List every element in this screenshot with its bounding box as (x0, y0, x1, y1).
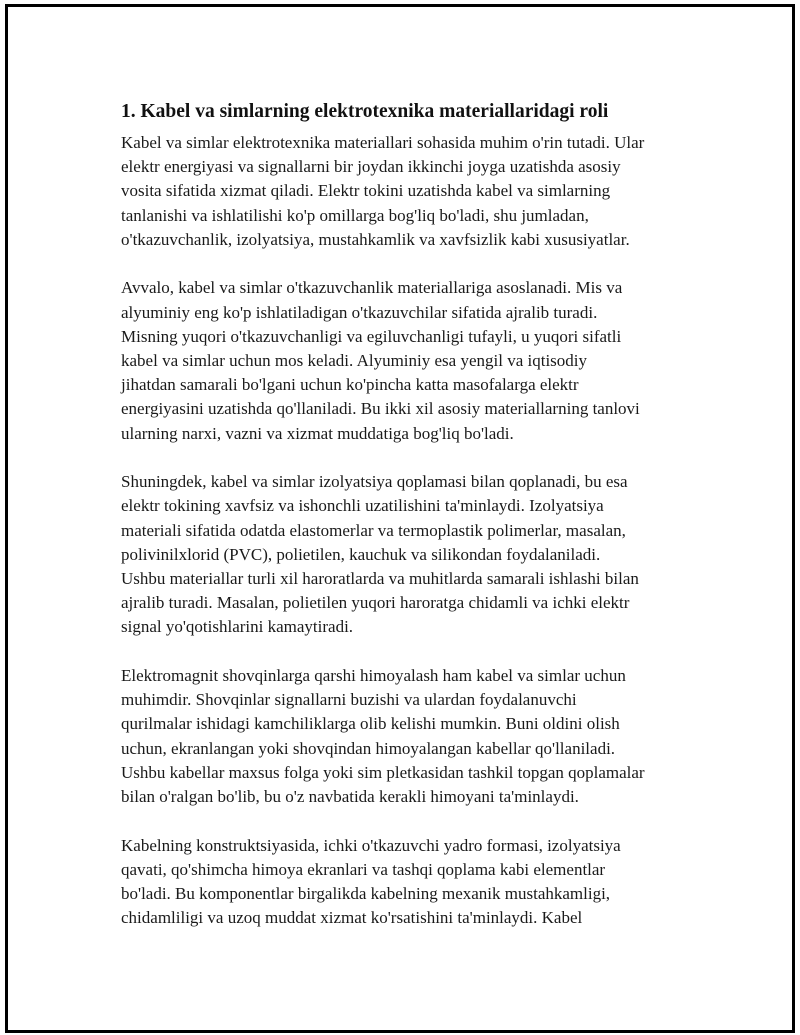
paragraph-line: qurilmalar ishidagi kamchiliklarga olib kelishi mumkin. Buni oldini olish (121, 714, 620, 734)
paragraph-line: Avvalo, kabel va simlar o'tkazuvchanlik materiallariga asoslanadi. Mis va (121, 278, 623, 298)
paragraph-line: Elektromagnit shovqinlarga qarshi himoyalash ham kabel va simlar uchun (121, 666, 626, 686)
paragraph-line: ajralib turadi. Masalan, polietilen yuqori haroratga chidamli va ichki elektr (121, 593, 630, 613)
paragraph-line: o'tkazuvchanlik, izolyatsiya, mustahkamlik va xavfsizlik kabi xususiyatlar. (121, 229, 630, 249)
paragraph-line: ularning narxi, vazni va xizmat muddatiga bog'liq bo'ladi. (121, 423, 514, 443)
paragraph-line: Misning yuqori o'tkazuvchanligi va egiluvchanligi tufayli, u yuqori sifatli (121, 326, 622, 346)
paragraph-line: bo'ladi. Bu komponentlar birgalikda kabelning mexanik mustahkamligi, (121, 884, 611, 904)
paragraph-line: vosita sifatida xizmat qiladi. Elektr tokini uzatishda kabel va simlarning (121, 181, 611, 201)
paragraph-line: tanlanishi va ishlatilishi ko'p omillarga bog'liq bo'ladi, shu jumladan, (121, 205, 589, 225)
paragraph-line: kabel va simlar uchun mos keladi. Alyuminiy esa yengil va iqtisodiy (121, 351, 588, 371)
paragraph (121, 834, 701, 931)
paragraph (121, 131, 701, 252)
paragraph-line: Kabelning konstruktsiyasida, ichki o'tkazuvchi yadro formasi, izolyatsiya (121, 835, 621, 855)
paragraph (121, 276, 701, 445)
paragraph-line: Ushbu kabellar maxsus folga yoki sim pletkasidan tashkil topgan qoplamalar (121, 762, 645, 782)
paragraph-line: chidamliligi va uzoq muddat xizmat ko'rsatishini ta'minlaydi. Kabel (121, 908, 583, 928)
paragraph-line: qavati, qo'shimcha himoya ekranlari va tashqi qoplama kabi elementlar (121, 859, 606, 879)
paragraph-line: alyuminiy eng ko'p ishlatiladigan o'tkazuvchilar sifatida ajralib turadi. (121, 302, 598, 322)
paragraph-line: uchun, ekranlangan yoki shovqindan himoyalangan kabellar qo'llaniladi. (121, 738, 616, 758)
paragraph-line: materiali sifatida odatda elastomerlar va termoplastik polimerlar, masalan, (121, 520, 626, 540)
paragraph-line: elektr tokining xavfsiz va ishonchli uzatilishini ta'minlaydi. Izolyatsiya (121, 496, 604, 516)
paragraph (121, 664, 701, 809)
paragraph-line: Ushbu materiallar turli xil haroratlarda va muhitlarda samarali ishlashi bilan (121, 569, 639, 589)
page-frame (5, 4, 795, 1033)
document-body (121, 99, 701, 955)
paragraph-line: muhimdir. Shovqinlar signallarni buzishi va ulardan foydalanuvchi (121, 690, 577, 710)
paragraph-line: signal yo'qotishlarini kamaytiradi. (121, 617, 354, 637)
paragraph-line: polivinilxlorid (PVC), polietilen, kauchuk va silikondan foydalaniladi. (121, 544, 601, 564)
paragraph-line: Kabel va simlar elektrotexnika materiallari sohasida muhim o'rin tutadi. Ular (121, 133, 645, 152)
section-heading: 1. Kabel va simlarning elektrotexnika materiallaridagi roli (121, 101, 609, 122)
paragraph (121, 470, 701, 639)
paragraph-line: jihatdan samarali bo'lgani uchun ko'pincha katta masofalarga elektr (121, 375, 579, 395)
paragraph-container (121, 131, 701, 930)
paragraph-line: elektr energiyasi va signallarni bir joydan ikkinchi joyga uzatishda asosiy (121, 157, 621, 177)
paragraph-line: bilan o'ralgan bo'lib, bu o'z navbatida kerakli himoyani ta'minlaydi. (121, 787, 579, 807)
paragraph-line: energiyasini uzatishda qo'llaniladi. Bu ikki xil asosiy materiallarning tanlovi (121, 399, 640, 419)
paragraph-line: Shuningdek, kabel va simlar izolyatsiya qoplamasi bilan qoplanadi, bu esa (121, 472, 628, 492)
